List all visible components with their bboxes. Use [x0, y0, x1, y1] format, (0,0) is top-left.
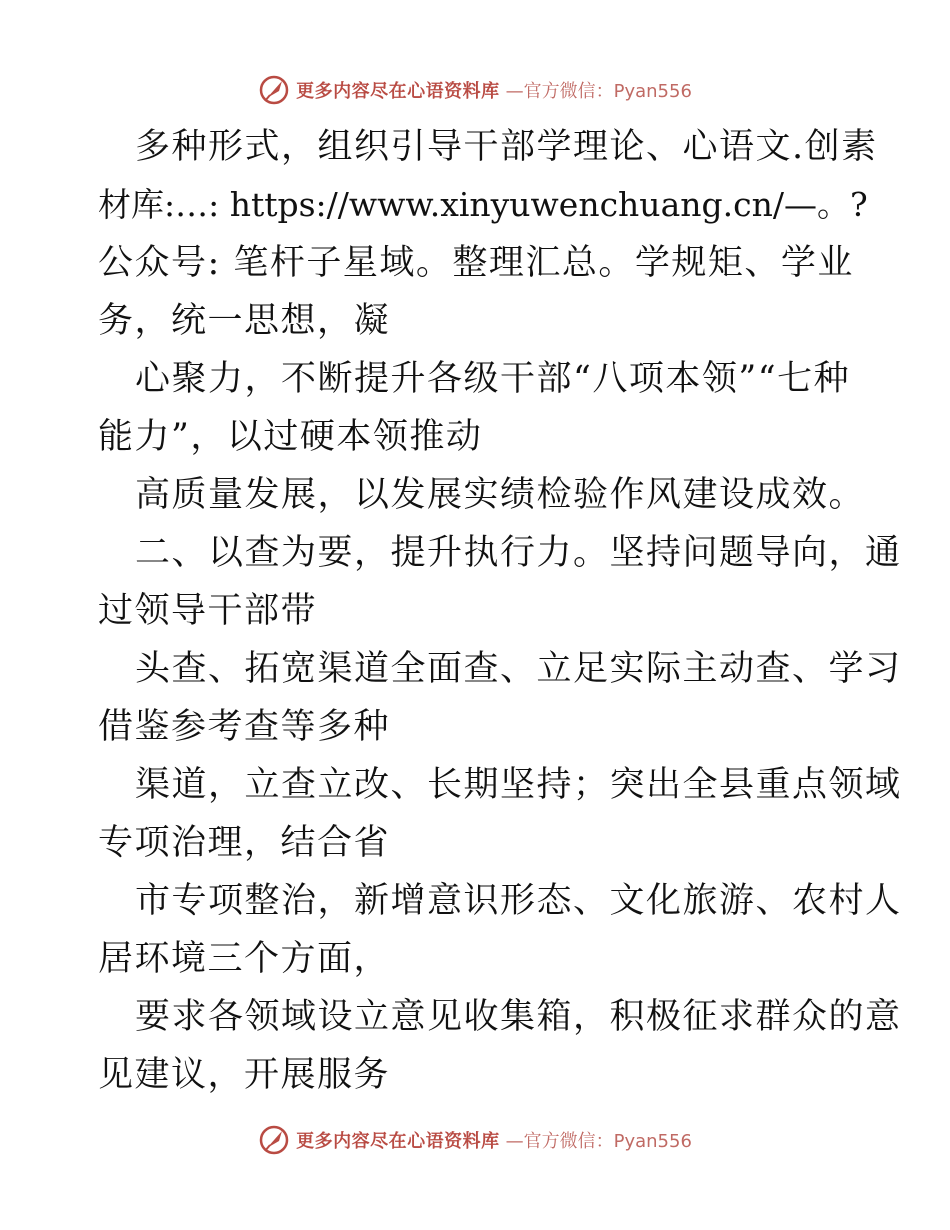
text-line: 心聚力，不断提升各级干部“八项本领”“七种 [135, 359, 851, 399]
watermark-main-text: 更多内容尽在心语资料库 [296, 1131, 500, 1152]
header-watermark [0, 70, 950, 110]
text-line: 公众号: 笔杆子星域。整理汇总。学规矩、学业 [98, 243, 854, 283]
footer-watermark [0, 1120, 950, 1160]
text-line: 过领导干部带 [98, 591, 318, 631]
quill-logo-icon [258, 74, 290, 106]
quill-logo-icon [258, 1124, 290, 1156]
text-line: 见建议，开展服务 [98, 1055, 391, 1095]
text-line: 材库:…: https://www.xinyuwenchuang.cn/—。? [98, 185, 868, 224]
text-line: 渠道，立查立改、长期坚持；突出全县重点领域 [135, 765, 902, 805]
document-body [98, 118, 902, 1104]
text-line: 高质量发展，以发展实绩检验作风建设成效。 [135, 475, 866, 515]
text-line: 借鉴参考查等多种 [98, 707, 391, 747]
watermark-sub-text: —官方微信：Pyan556 [505, 81, 692, 102]
text-line: 要求各领域设立意见收集箱，积极征求群众的意 [135, 997, 902, 1037]
watermark-main-text: 更多内容尽在心语资料库 [296, 81, 500, 102]
text-line: 居环境三个方面， [98, 939, 391, 979]
text-line: 二、以查为要，提升执行力。坚持问题导向，通 [135, 533, 902, 573]
text-line: 头查、拓宽渠道全面查、立足实际主动查、学习 [135, 649, 902, 689]
text-line: 务，统一思想，凝 [98, 301, 391, 341]
watermark-sub-text: —官方微信：Pyan556 [505, 1131, 692, 1152]
text-line: 市专项整治，新增意识形态、文化旅游、农村人 [135, 881, 902, 921]
text-line: 专项治理，结合省 [98, 823, 391, 863]
text-line: 能力”，以过硬本领推动 [98, 417, 483, 457]
text-line: 多种形式，组织引导干部学理论、心语文.创素 [135, 127, 878, 167]
